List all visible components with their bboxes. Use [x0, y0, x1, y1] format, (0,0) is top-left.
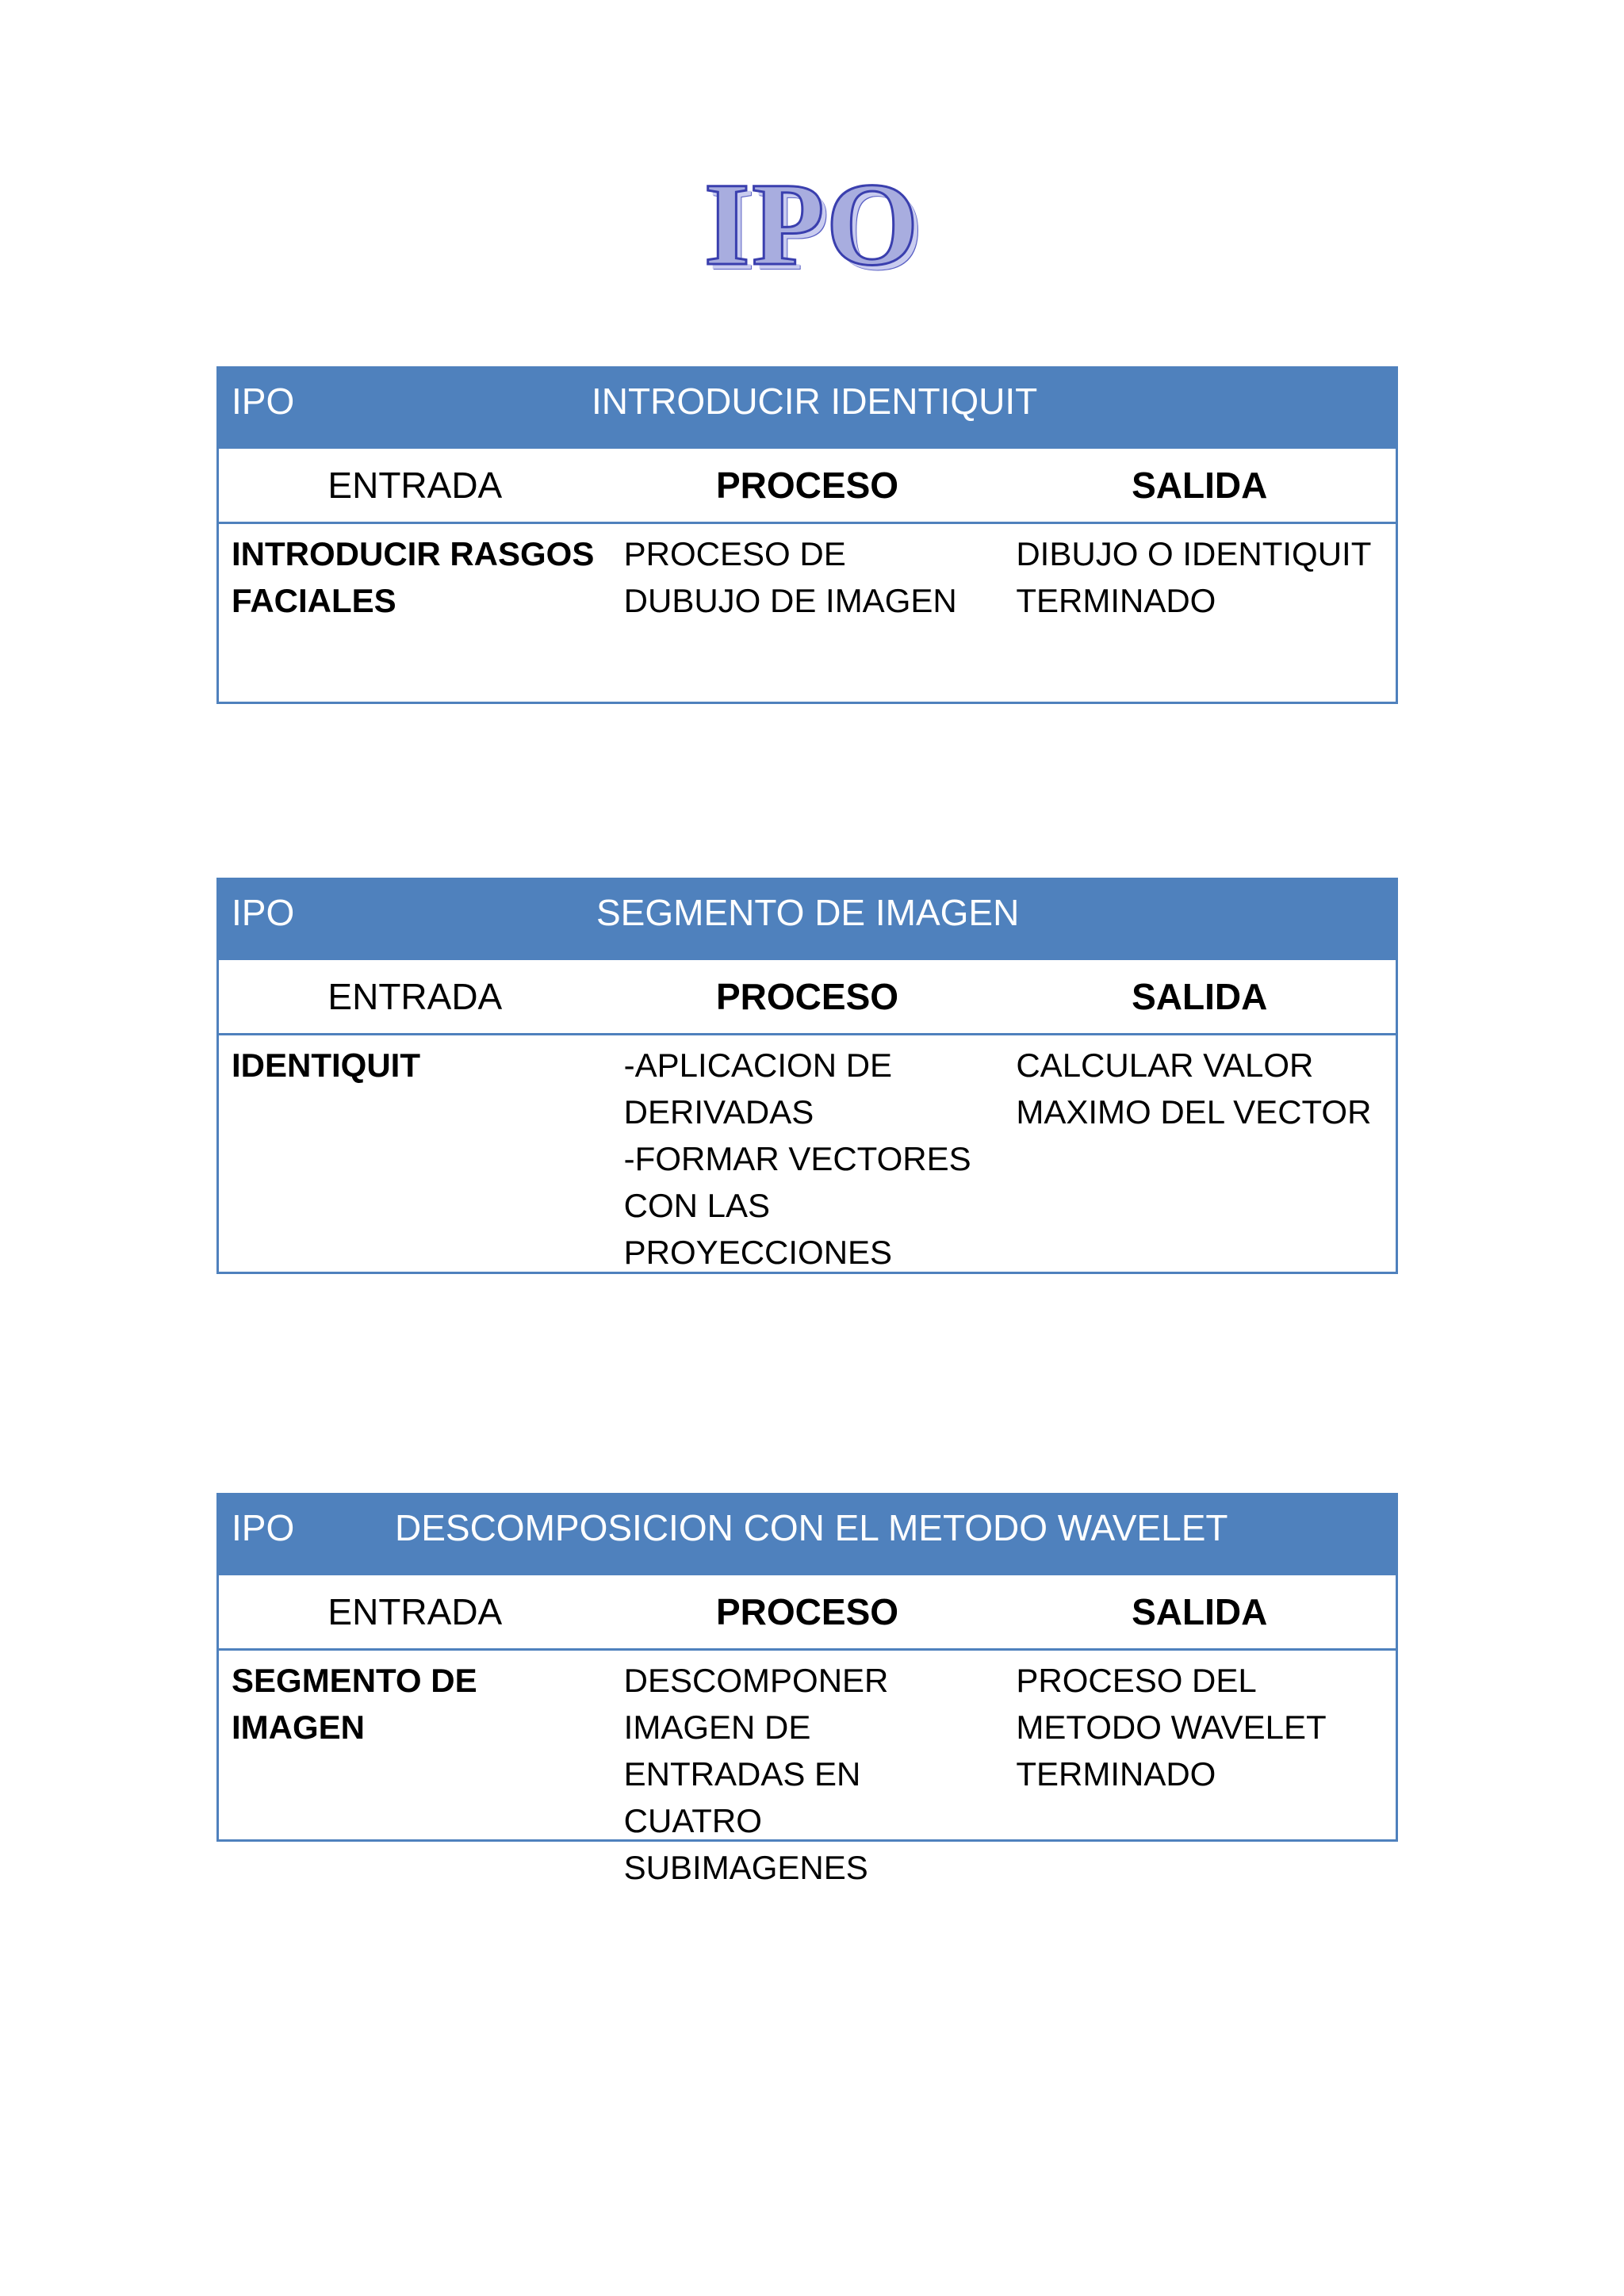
table-header-label: IPO	[232, 892, 295, 933]
cell-proceso: -APLICACION DE DERIVADAS -FORMAR VECTORES CON LAS PROYECCIONES	[623, 1047, 971, 1271]
column-header-entrada: ENTRADA	[327, 976, 503, 1017]
table-row	[219, 1035, 1396, 1276]
table-header	[219, 369, 1396, 449]
column-headers	[219, 1575, 1396, 1651]
column-header-proceso: PROCESO	[715, 465, 899, 506]
ipo-table-segmento-de-imagen	[216, 878, 1398, 1274]
column-header-entrada: ENTRADA	[327, 465, 503, 506]
cell-salida: DIBUJO O IDENTIQUIT TERMINADO	[1016, 535, 1371, 619]
table-row	[219, 524, 1396, 624]
document-title: IPO	[703, 159, 921, 290]
cell-entrada: IDENTIQUIT	[232, 1047, 420, 1084]
column-header-salida: SALIDA	[1132, 465, 1268, 506]
column-header-entrada: ENTRADA	[327, 1591, 503, 1632]
ipo-table-descomposicion-wavelet	[216, 1493, 1398, 1886]
column-header-salida: SALIDA	[1132, 976, 1268, 1017]
column-headers	[219, 449, 1396, 524]
cell-entrada: INTRODUCIR RASGOS FACIALES	[232, 535, 595, 619]
column-header-proceso: PROCESO	[715, 976, 899, 1017]
table-header-title: INTRODUCIR IDENTIQUIT	[592, 381, 1038, 422]
table-header-label: IPO	[232, 1507, 295, 1548]
column-headers	[219, 960, 1396, 1035]
column-header-proceso: PROCESO	[715, 1591, 899, 1632]
cell-entrada: SEGMENTO DE IMAGEN	[232, 1662, 477, 1746]
table-header-title: SEGMENTO DE IMAGEN	[596, 892, 1020, 933]
cell-proceso: PROCESO DE DUBUJO DE IMAGEN	[623, 535, 957, 619]
column-header-salida: SALIDA	[1132, 1591, 1268, 1632]
table-header-title: DESCOMPOSICION CON EL METODO WAVELET	[395, 1507, 1228, 1548]
table-header	[219, 880, 1396, 960]
ipo-table-introducir-identiquit	[216, 366, 1398, 704]
table-header	[219, 1495, 1396, 1575]
cell-salida: PROCESO DEL METODO WAVELET TERMINADO	[1016, 1662, 1326, 1793]
table-header-label: IPO	[232, 381, 295, 422]
cell-proceso: DESCOMPONER IMAGEN DE ENTRADAS EN CUATRO SUBIMAGENES	[623, 1662, 889, 1886]
table-row	[219, 1651, 1396, 1891]
cell-salida: CALCULAR VALOR MAXIMO DEL VECTOR	[1016, 1047, 1372, 1131]
